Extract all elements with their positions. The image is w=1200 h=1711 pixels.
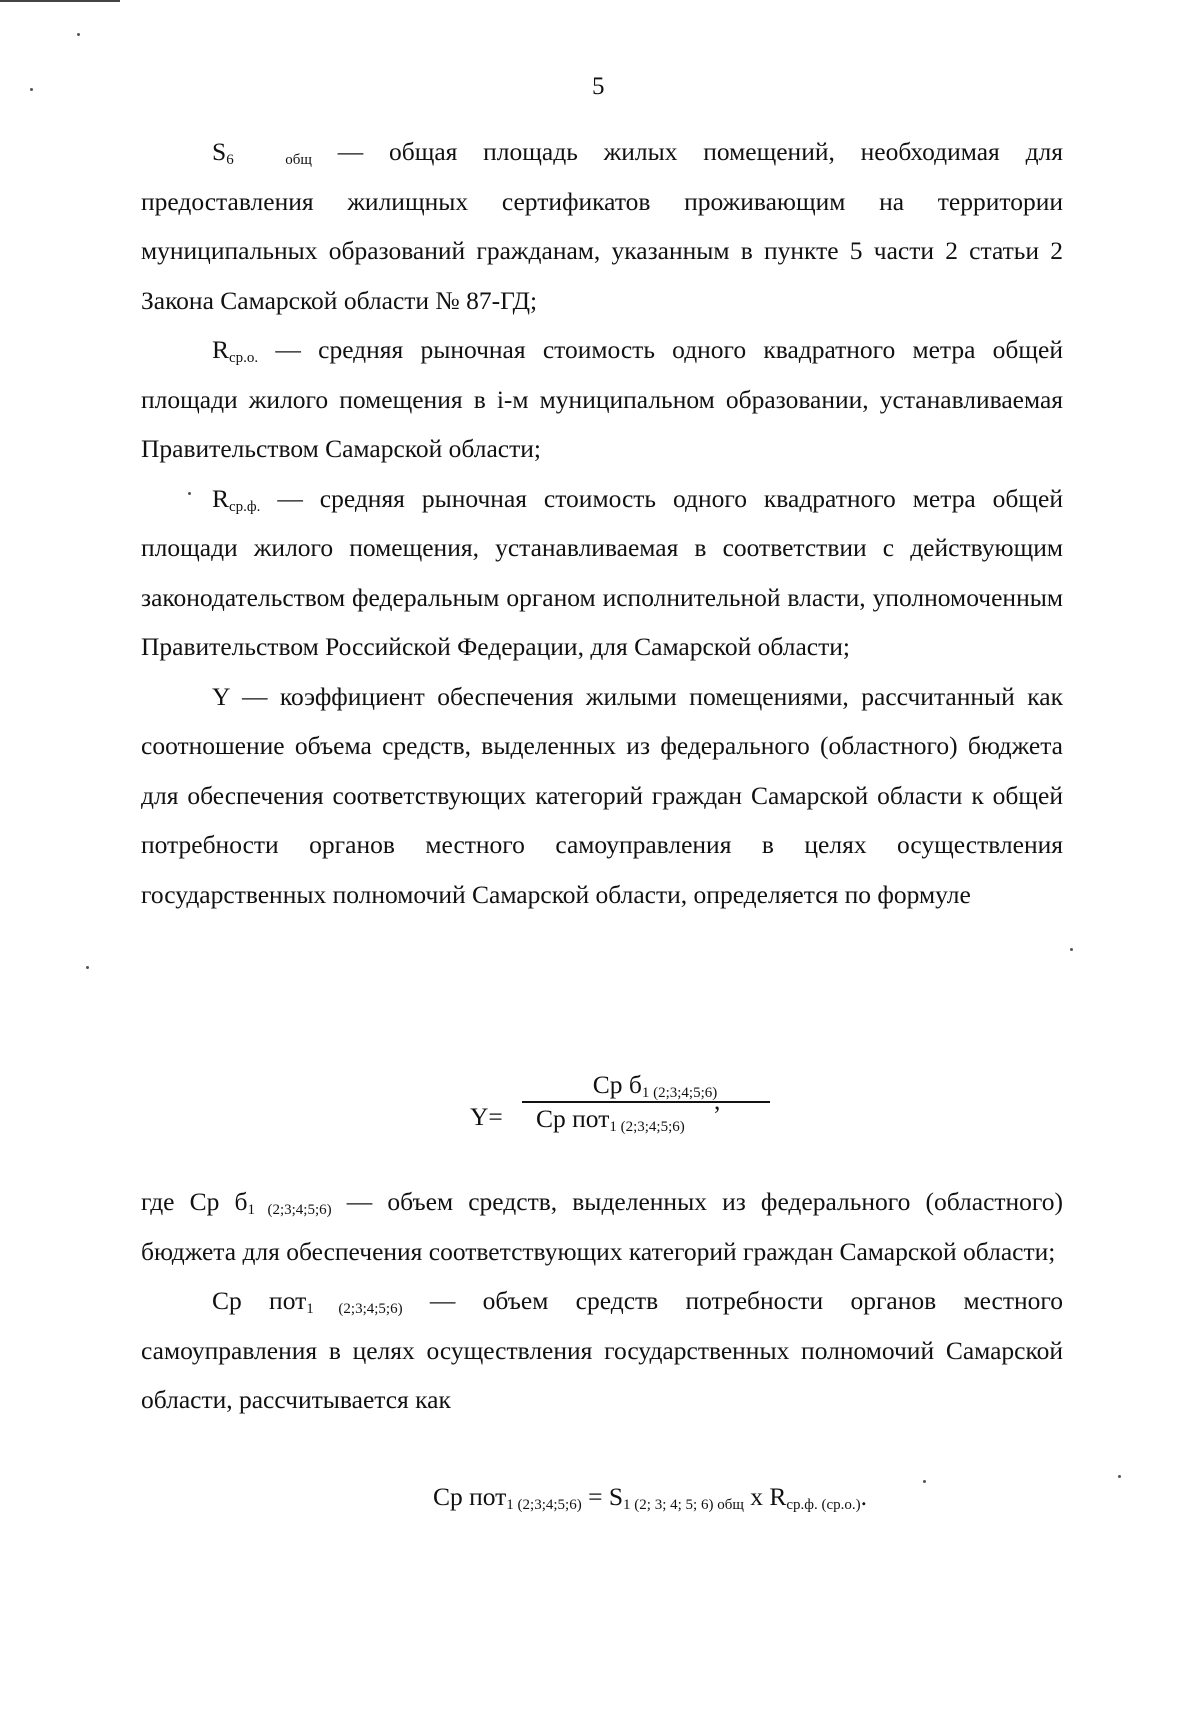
formula-lhs-subscript: 1 (2;3;4;5;6)	[506, 1497, 582, 1513]
subscript-sr-b: 1 (2;3;4;5;6)	[247, 1202, 332, 1218]
subscript-total: общ	[285, 152, 312, 168]
scan-speck	[77, 33, 80, 36]
subscript-r-federal: ср.ф.	[229, 498, 261, 515]
symbol-s: S	[212, 137, 227, 166]
paragraph-text: — средняя рыночная стоимость одного квадратного метра общей площади жилого помещения, устанавливаемая в соответствии с действующим законодательством федеральным органом исполнительной власти, уполномоченным Правительством Российской Федерации, для Самарской области;	[141, 483, 1063, 661]
symbol-r: R	[212, 335, 230, 364]
subscript-sr-pot: 1 (2;3;4;5;6)	[306, 1301, 403, 1317]
symbol-r: R	[212, 483, 230, 513]
paragraph-r-municipal	[141, 325, 1063, 474]
subscript-s6: 6	[226, 152, 234, 168]
scan-speck	[30, 88, 33, 91]
term-sr-b: где Ср б	[141, 1187, 248, 1216]
formula-equals-s: = S	[581, 1482, 624, 1511]
scan-edge-line	[0, 0, 120, 2]
subscript-r-municipal: ср.о.	[229, 350, 259, 366]
body-text-lower	[141, 1177, 1063, 1425]
paragraph-s6-total-area	[141, 127, 1063, 325]
scan-speck	[188, 492, 191, 495]
denominator-text: Ср пот	[536, 1104, 610, 1133]
numerator-subscript: 1 (2;3;4;5;6)	[641, 1085, 718, 1101]
scan-speck	[923, 1480, 926, 1483]
scan-speck	[1118, 1475, 1121, 1478]
scan-speck	[1070, 948, 1073, 951]
denominator-subscript: 1 (2;3;4;5;6)	[609, 1119, 685, 1135]
numerator-text: Ср б	[592, 1070, 642, 1099]
formula-sr-pot-body	[433, 1482, 867, 1511]
paragraph-text: — объем средств потребности органов местного самоуправления в целях осуществления государственных полномочий Самарской области, рассчитывается как	[141, 1286, 1063, 1414]
paragraph-text: — общая площадь жилых помещений, необходимая для предоставления жилищных сертификатов проживающим на территории муниципальных образований гражданам, указанным в пункте 5 части 2 статьи 2 Закона Самарской области № 87-ГД;	[141, 137, 1063, 315]
paragraph-y-coefficient: Y — коэффициент обеспечения жилыми помещениями, рассчитанный как соотношение объема средств, выделенных из федерального (областного) бюджета для обеспечения соответствующих категорий граждан Самарской области к общей потребности органов местного самоуправления в целях осуществления государственных полномочий Самарской области, определяется по формуле	[141, 681, 1063, 909]
formula-y-comma: ,	[714, 1086, 721, 1115]
term-sr-pot: Ср пот	[212, 1286, 307, 1315]
scan-speck	[86, 966, 89, 969]
paragraph-r-federal	[141, 474, 1063, 672]
formula-times-r: x R	[743, 1482, 787, 1511]
paragraph-sr-pot-definition	[141, 1276, 1063, 1425]
formula-s-subscript: 1 (2; 3; 4; 5; 6) общ	[623, 1497, 744, 1513]
page-number: 5	[592, 73, 605, 100]
formula-lhs: Ср пот	[432, 1482, 507, 1511]
formula-y-lhs: Y=	[470, 1102, 503, 1131]
formula-r-subscript: ср.ф. (ср.о.)	[786, 1497, 861, 1513]
formula-y-numerator	[550, 1070, 760, 1100]
paragraph-sr-b-definition	[141, 1177, 1063, 1276]
paragraph-text: — средняя рыночная стоимость одного квадратного метра общей площади жилого помещения в i-м муниципальном образовании, устанавливаемая Правительством Самарской области;	[141, 335, 1063, 463]
formula-end-period: .	[860, 1482, 868, 1511]
formula-y-denominator	[536, 1104, 685, 1134]
formula-y-fraction	[450, 1062, 760, 1142]
body-text-upper	[141, 127, 1063, 919]
formula-sr-pot	[0, 1480, 1200, 1514]
fraction-bar	[522, 1101, 770, 1103]
paragraph-text: — объем средств, выделенных из федерального (областного) бюджета для обеспечения соответствующих категорий граждан Самарской области;	[141, 1187, 1064, 1266]
